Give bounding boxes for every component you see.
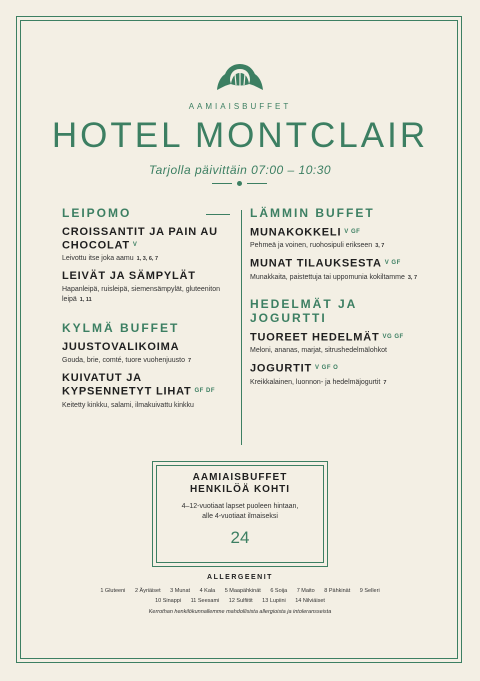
item-name: LEIVÄT JA SÄMPYLÄT (62, 270, 196, 283)
serving-hours: Tarjolla päivittäin 07:00 – 10:30 (148, 163, 332, 177)
section-kylma-buffet: KYLMÄ BUFFET (62, 321, 180, 336)
allergen-codes: 1, 11 (79, 297, 92, 304)
allergen-item: 14 Nilviäiset (295, 598, 325, 604)
diet-tag: GF DF (194, 388, 216, 395)
section-rule (206, 214, 230, 215)
divider-right (247, 183, 267, 184)
menu-item (62, 341, 234, 366)
right-column (250, 206, 426, 394)
menu-kicker: AAMIAISBUFFET (188, 102, 292, 111)
diet-tag: VG GF (382, 333, 404, 340)
menu-item (250, 226, 426, 251)
allergen-item: 5 Maapähkinät (224, 588, 261, 594)
allergen-codes: 7 (383, 379, 387, 386)
item-name: TUOREET HEDELMÄT (250, 331, 380, 344)
item-desc: Keitetty kinkku, salami, ilmakuivattu kinkku (62, 401, 194, 409)
price-box (156, 465, 324, 563)
section-hedelmat-jogurtti: HEDELMÄT JA JOGURTTI (250, 296, 357, 325)
allergen-item: 1 Gluteeni (100, 588, 126, 594)
allergen-row-1 (0, 588, 480, 594)
allergen-item: 6 Soija (270, 588, 288, 594)
item-desc: Pehmeä ja voinen, ruohosipuli erikseen (250, 242, 373, 250)
diet-tag: V GF (344, 229, 361, 235)
diet-tag: V GF (384, 260, 401, 267)
item-name: MUNAT TILAUKSESTA (250, 257, 382, 270)
price-note-children: 4–12-vuotiaat lapset puoleen hintaan, (181, 503, 299, 510)
item-desc: Munakkaita, paistettuja tai uppomunia kokiltamme (250, 273, 405, 281)
diet-tag: V (132, 242, 138, 248)
price-box-title: AAMIAISBUFFET (192, 472, 288, 483)
item-desc: Kreikkalainen, luonnon- ja hedelmäjogurtit (250, 378, 381, 386)
item-name: KUIVATUT JA KYPSENNETYT LIHAT (62, 372, 192, 398)
left-column (62, 206, 234, 417)
item-desc: Hapanleipä, ruisleipä, siemensämpylät, gluteeniton leipä (62, 286, 220, 304)
allergen-row-2 (0, 598, 480, 604)
allergen-codes: 3, 7 (407, 274, 418, 281)
allergen-item: 7 Maito (296, 588, 315, 594)
price-note-infants: alle 4-vuotiaat ilmaiseksi (202, 513, 278, 520)
menu-item (250, 331, 426, 356)
item-desc: Leivottu itse joka aamu (62, 255, 134, 263)
allergen-item: 10 Sinappi (155, 598, 182, 604)
divider-dot (237, 181, 242, 186)
price-box-subtitle: HENKILÖÄ KOHTI (189, 484, 291, 495)
allergen-codes: 7 (187, 358, 192, 365)
allergen-item: 2 Äyriäiset (134, 588, 161, 594)
allergen-item: 8 Pähkinät (324, 588, 351, 594)
item-desc: Gouda, brie, comté, tuore vuohenjuusto (62, 357, 185, 365)
column-divider (241, 210, 242, 445)
allergen-item: 11 Seesami (190, 598, 220, 604)
allergen-item: 4 Kala (199, 588, 216, 594)
item-name: JUUSTOVALIKOIMA (62, 341, 180, 354)
menu-item (250, 362, 426, 387)
price-value: 24 (230, 528, 250, 547)
hotel-title: HOTEL MONTCLAIR (51, 116, 429, 155)
item-desc: Meloni, ananas, marjat, sitrushedelmälohkot (250, 347, 387, 355)
allergen-item: 9 Selleri (359, 588, 380, 594)
allergen-item: 12 Sulfiitit (228, 598, 253, 604)
item-name: MUNAKOKKELI (250, 226, 342, 239)
item-name: JOGURTIT (250, 362, 313, 375)
menu-item (62, 372, 234, 410)
item-name: CROISSANTIT JA PAIN AU CHOCOLAT (62, 226, 218, 252)
allergen-item: 3 Munat (170, 588, 191, 594)
allergen-item: 13 Lupiini (262, 598, 286, 604)
menu-item (62, 270, 234, 305)
diet-tag: V GF O (315, 365, 339, 372)
divider-left (212, 183, 232, 184)
allergen-footnote: Kerrothan henkilökunnallemme mahdollisista allergioista ja intoleransseista (148, 609, 332, 615)
section-leipomo: LEIPOMO (62, 206, 234, 220)
allergens-title: ALLERGEENIT (207, 574, 273, 581)
croissant-icon (214, 60, 266, 96)
menu-item (62, 226, 234, 264)
allergen-codes: 1, 3, 6, 7 (136, 256, 159, 263)
menu-item (250, 257, 426, 282)
allergen-codes: 3, 7 (375, 243, 385, 250)
section-lammin-buffet: LÄMMIN BUFFET (250, 206, 375, 220)
